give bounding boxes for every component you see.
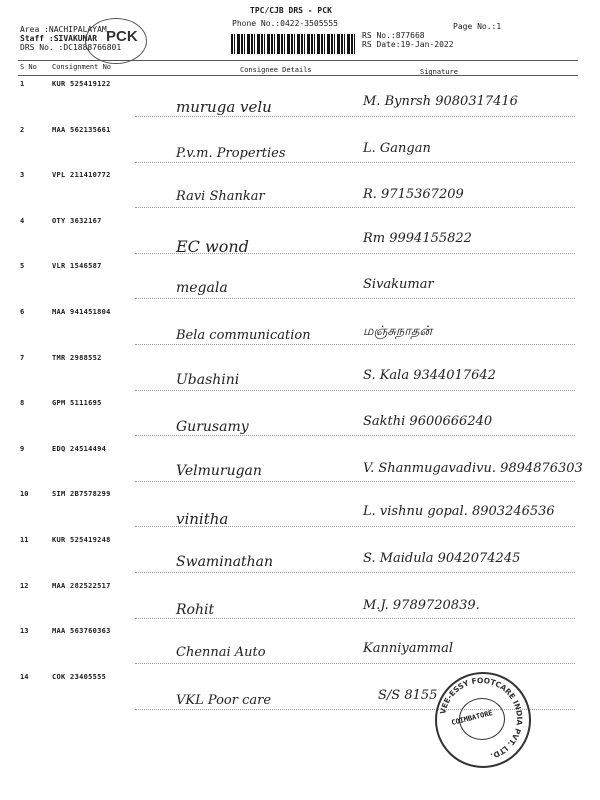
consignee-name: megala: [176, 280, 228, 297]
row-number: 12: [20, 581, 29, 590]
consignment-number: MAA 563760363: [52, 627, 111, 636]
row-number: 8: [20, 399, 25, 408]
row-number: 5: [20, 262, 25, 271]
signature-line: [135, 572, 575, 573]
row-number: 7: [20, 353, 25, 362]
manifest-title: TPC/CJB DRS - PCK: [250, 6, 332, 15]
signature: S/S 8155: [378, 687, 438, 703]
consignee-name: Gurusamy: [176, 419, 249, 436]
staff-field: Staff :SIVAKUMAR: [20, 34, 98, 43]
consignee-name: Swaminathan: [176, 554, 274, 570]
signature: Sakthi 9600666240: [363, 414, 493, 430]
signature-line: [135, 207, 575, 208]
consignment-number: COK 23405555: [52, 672, 107, 681]
signature: M.J. 9789720839.: [363, 597, 480, 613]
signature: V. Shanmugavadivu. 9894876303: [363, 460, 583, 476]
signature-line: [135, 663, 575, 664]
consignment-number: MAA 562135661: [52, 125, 111, 134]
consignee-name: EC wond: [176, 236, 249, 256]
signature: L. Gangan: [363, 140, 431, 156]
consignment-number: GPM 5111695: [52, 399, 102, 408]
row-number: 10: [20, 490, 29, 499]
page-number: Page No.:1: [453, 22, 502, 31]
consignment-number: MAA 941451804: [52, 308, 111, 316]
consignee-name: vinitha: [176, 510, 229, 529]
col-sno: S No: [20, 63, 37, 71]
area-field: Area :NACHIPALAYAM: [20, 25, 107, 34]
row-number: 9: [20, 444, 25, 453]
row-number: 3: [20, 171, 25, 180]
table-row: [18, 397, 600, 443]
table-row: [18, 215, 600, 261]
table-row: [18, 260, 600, 306]
row-number: 4: [20, 216, 25, 225]
signature-line: [135, 618, 575, 619]
row-number: 13: [20, 627, 29, 636]
row-number: 11: [20, 536, 29, 544]
col-signature: Signature: [420, 68, 458, 76]
consignment-number: SIM 2B7578299: [52, 490, 111, 499]
signature: Sivakumar: [363, 277, 434, 293]
stamp-ring-label: VEE-ESSY FOOTCARE INDIA PVT. LTD.: [438, 675, 525, 761]
consignee-name: Ravi Shankar: [176, 189, 265, 205]
col-consignee-details: Consignee Details: [240, 66, 312, 74]
row-number: 2: [20, 125, 25, 134]
table-row: [18, 625, 600, 671]
consignment-number: TMR 2988552: [52, 353, 102, 362]
consignee-name: Chennai Auto: [176, 645, 266, 661]
row-number: 1: [20, 80, 25, 88]
pck-logo: PCK: [106, 28, 138, 45]
signature-line: [135, 116, 575, 117]
consignee-name: Rohit: [176, 601, 215, 618]
table-row: [18, 352, 600, 398]
table-row: [18, 534, 600, 580]
signature: M. Bynrsh 9080317416: [363, 94, 518, 109]
table-row: [18, 488, 600, 534]
consignee-name: Ubashini: [176, 371, 240, 388]
signature-line: [135, 526, 575, 527]
signature-line: [135, 298, 575, 299]
table-row: [18, 169, 600, 215]
signature: R. 9715367209: [363, 187, 464, 203]
consignment-number: MAA 282522517: [52, 581, 111, 590]
signature-line: [135, 390, 575, 391]
consignee-name: Bela communication: [176, 328, 311, 343]
signature: Kanniyammal: [363, 641, 454, 657]
table-row: [18, 580, 600, 626]
signature: S. Maidula 9042074245: [363, 551, 521, 566]
table-row: [18, 78, 600, 124]
stamp-center-text: COIMBATORE: [450, 709, 494, 727]
consignment-number: EDQ 24514494: [52, 444, 107, 453]
row-number: 6: [20, 308, 25, 316]
consignee-name: VKL Poor care: [176, 692, 272, 708]
signature: Rm 9994155822: [363, 230, 472, 246]
signature-line: [135, 344, 575, 345]
signature-line: [135, 253, 575, 254]
signature: L. vishnu gopal. 8903246536: [363, 504, 555, 520]
drs-number: DRS No. :DC1888766801: [20, 43, 122, 52]
signature-line: [135, 435, 575, 436]
col-consignment: Consignment No: [52, 63, 112, 71]
signature-line: [135, 162, 575, 163]
table-row: [18, 124, 600, 170]
rs-date: RS Date:19-Jan-2022: [362, 40, 454, 49]
row-number: 14: [20, 672, 29, 681]
table-row: [18, 306, 600, 352]
signature-line: [135, 481, 575, 482]
barcode: [231, 34, 355, 54]
consignee-name: Velmurugan: [176, 462, 262, 479]
consignment-number: VLR 1546587: [52, 262, 102, 271]
table-row: [18, 443, 600, 489]
consignment-number: VPL 211410772: [52, 171, 111, 180]
signature: S. Kala 9344017642: [363, 367, 496, 383]
signature: மஞ்சுநாதன்: [363, 324, 433, 339]
consignment-number: KUR 525419122: [52, 80, 111, 88]
phone-number: Phone No.:0422-3505555: [232, 19, 338, 28]
consignment-number: KUR 525419248: [52, 536, 111, 544]
consignee-name: muruga velu: [176, 98, 272, 116]
header-rule-bottom: [18, 75, 578, 76]
header-rule-top: [18, 60, 578, 61]
consignment-number: OTY 3632167: [52, 216, 102, 225]
rs-number: RS No.:877668: [362, 31, 425, 40]
consignee-name: P.v.m. Properties: [176, 145, 286, 161]
